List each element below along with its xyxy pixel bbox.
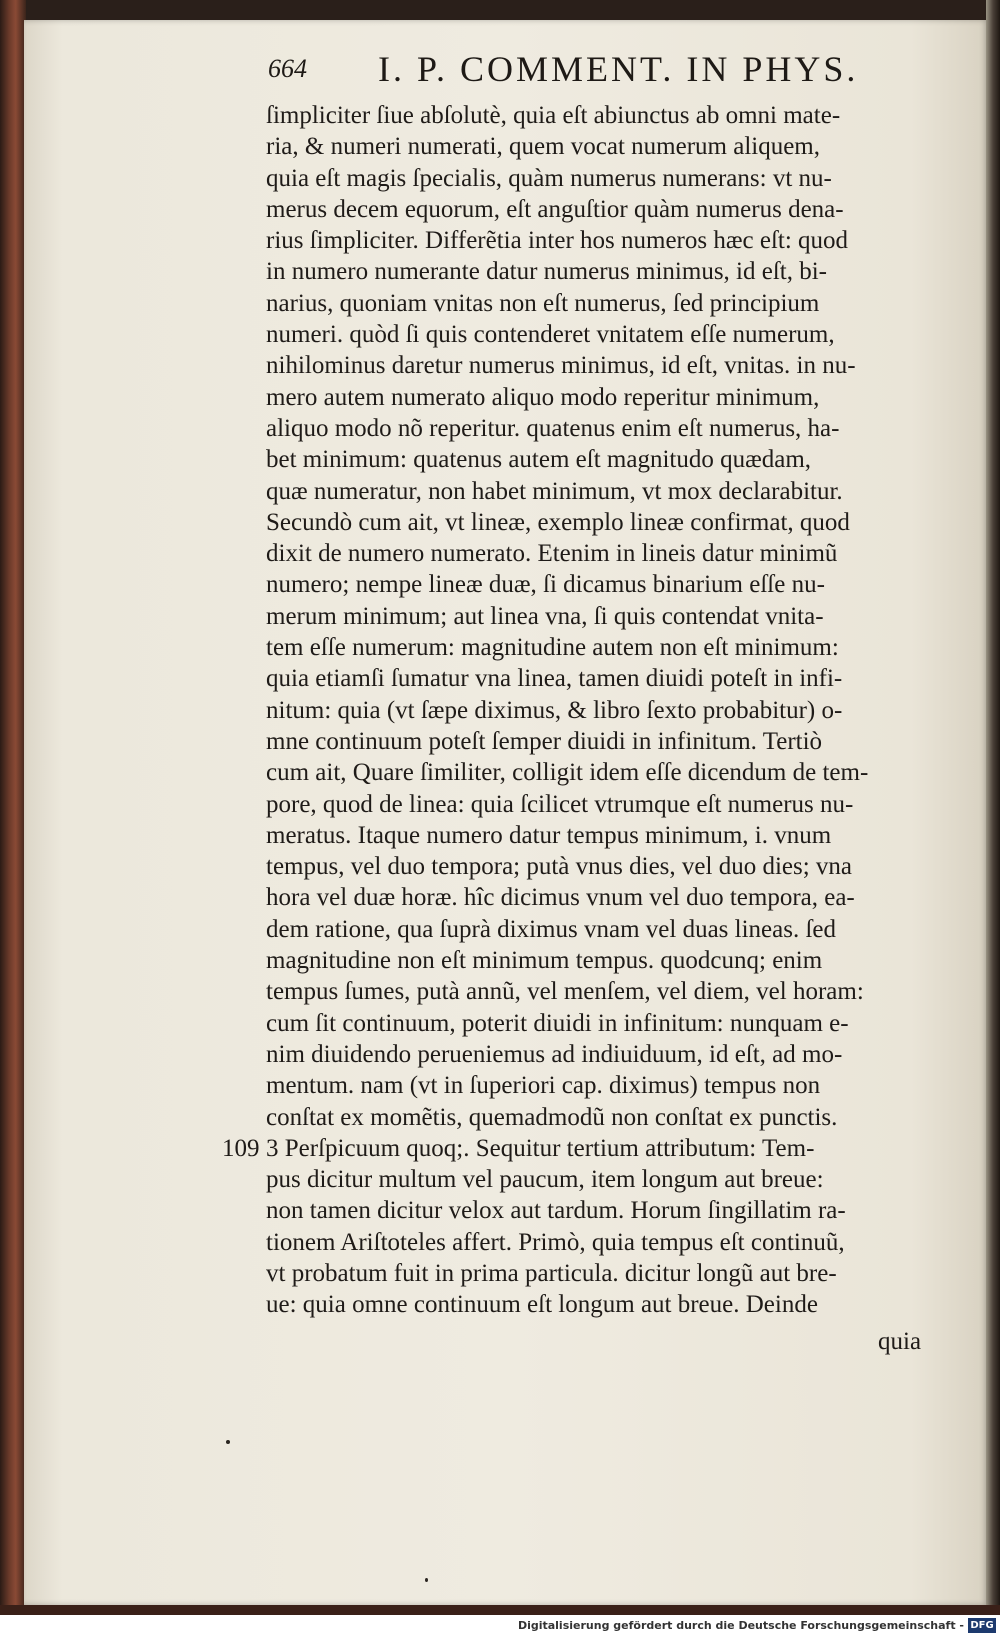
marginal-reference-number: 109 (222, 1135, 260, 1162)
text-line: vt probatum fuit in prima particula. dicitur longũ aut bre- (266, 1259, 837, 1287)
text-line: nim diuidendo perueniemus ad indiuiduum, id eſt, ad mo- (266, 1040, 843, 1068)
text-line: cum ſit continuum, poterit diuidi in infinitum: nunquam e- (266, 1009, 849, 1037)
text-line: pore, quod de linea: quia ſcilicet vtrumque eſt numerus nu- (266, 790, 854, 818)
text-line: ſimpliciter ſiue abſolutè, quia eſt abiunctus ab omni mate- (266, 102, 841, 129)
text-line: magnitudine non eſt minimum tempus. quodcunq; enim (266, 947, 823, 975)
text-line: in numero numerante datur numerus minimus, id eſt, bi- (266, 258, 827, 286)
text-line: aliquo modo nõ reperitur. quatenus enim eſt numerus, ha- (266, 414, 840, 442)
text-line: numeri. quòd ſi quis contenderet vnitatem eſſe numerum, (266, 321, 835, 349)
text-line: mero autem numerato aliquo modo reperitur minimum, (266, 383, 820, 411)
running-title: I. P. COMMENT. IN PHYS. (378, 49, 859, 89)
text-line: tempus ſumes, putà annũ, vel menſem, vel diem, vel horam: (266, 978, 864, 1006)
ink-speck (226, 1440, 230, 1444)
digitization-credit: Digitalisierung gefördert durch die Deutsche Forschungsgemeinschaft - (517, 1619, 964, 1632)
text-line: non tamen dicitur velox aut tardum. Horum ſingillatim ra- (266, 1197, 846, 1225)
text-line: quæ numeratur, non habet minimum, vt mox declarabitur. (266, 477, 843, 505)
dfg-logo: DFG (968, 1618, 996, 1633)
text-line: quia etiamſi ſumatur vna linea, tamen diuidi poteſt in infi- (266, 665, 843, 693)
text-line: hora vel duæ horæ. hîc dicimus vnum vel duo tempora, ea- (266, 884, 855, 912)
text-line: tem eſſe numerum: magnitudine autem non eſt minimum: (266, 634, 839, 662)
text-line: conſtat ex momẽtis, quemadmodũ non conſtat ex punctis. (266, 1103, 838, 1131)
text-line: narius, quoniam vnitas non eſt numerus, ſed principium (266, 289, 820, 317)
text-line: nihilominus daretur numerus minimus, id eſt, vnitas. in nu- (266, 352, 856, 380)
text-line: tionem Ariſtoteles affert. Primò, quia tempus eſt continuũ, (266, 1228, 845, 1256)
book-cover-edge-left (0, 0, 26, 1615)
text-line: dem ratione, qua ſuprà diximus vnam vel duas lineas. ſed (266, 915, 836, 943)
book-cover-edge-bottom (0, 1605, 1000, 1615)
text-line: ue: quia omne continuum eſt longum aut breue. Deinde (266, 1291, 818, 1319)
text-line: ria, & numeri numerati, quem vocat numerum aliquem, (266, 133, 821, 161)
catchword: quia (878, 1328, 922, 1355)
text-line: Secundò cum ait, vt lineæ, exemplo lineæ confirmat, quod (266, 508, 850, 536)
text-line: meratus. Itaque numero datur tempus minimum, i. vnum (266, 821, 832, 849)
text-line: cum ait, Quare ſimiliter, colligit idem eſſe dicendum de tem- (266, 759, 869, 787)
text-line: merus decem equorum, eſt anguſtior quàm numerus dena- (266, 195, 844, 223)
book-page-edge-right (986, 0, 1000, 1615)
text-line: bet minimum: quatenus autem eſt magnitudo quædam, (266, 446, 812, 474)
text-line: mne continuum poteſt ſemper diuidi in infinitum. Tertiò (266, 727, 823, 755)
text-line: tempus, vel duo tempora; putà vnus dies, vel duo dies; vna (266, 853, 853, 881)
page-header (268, 48, 904, 94)
body-text (266, 100, 938, 1321)
text-line: 3 Perſpicuum quoq;. Sequitur tertium attributum: Tem- (266, 1134, 815, 1162)
text-line: mentum. nam (vt in ſuperiori cap. diximus) tempus non (266, 1072, 821, 1100)
text-line: quia eſt magis ſpecialis, quàm numerus numerans: vt nu- (266, 164, 832, 192)
text-line: dixit de numero numerato. Etenim in lineis datur minimũ (266, 540, 838, 568)
text-line: rius ſimpliciter. Differẽtia inter hos numeros hæc eſt: quod (266, 227, 849, 255)
footer-banner (0, 1615, 1000, 1638)
text-line: numero; nempe lineæ duæ, ſi dicamus binarium eſſe nu- (266, 571, 825, 599)
page-number: 664 (268, 54, 307, 83)
text-line: pus dicitur multum vel paucum, item longum aut breue: (266, 1166, 824, 1194)
text-line: nitum: quia (vt ſæpe diximus, & libro ſexto probabitur) o- (266, 696, 843, 724)
ink-speck (425, 1578, 428, 1582)
text-line: merum minimum; aut linea vna, ſi quis contendat vnita- (266, 602, 824, 630)
